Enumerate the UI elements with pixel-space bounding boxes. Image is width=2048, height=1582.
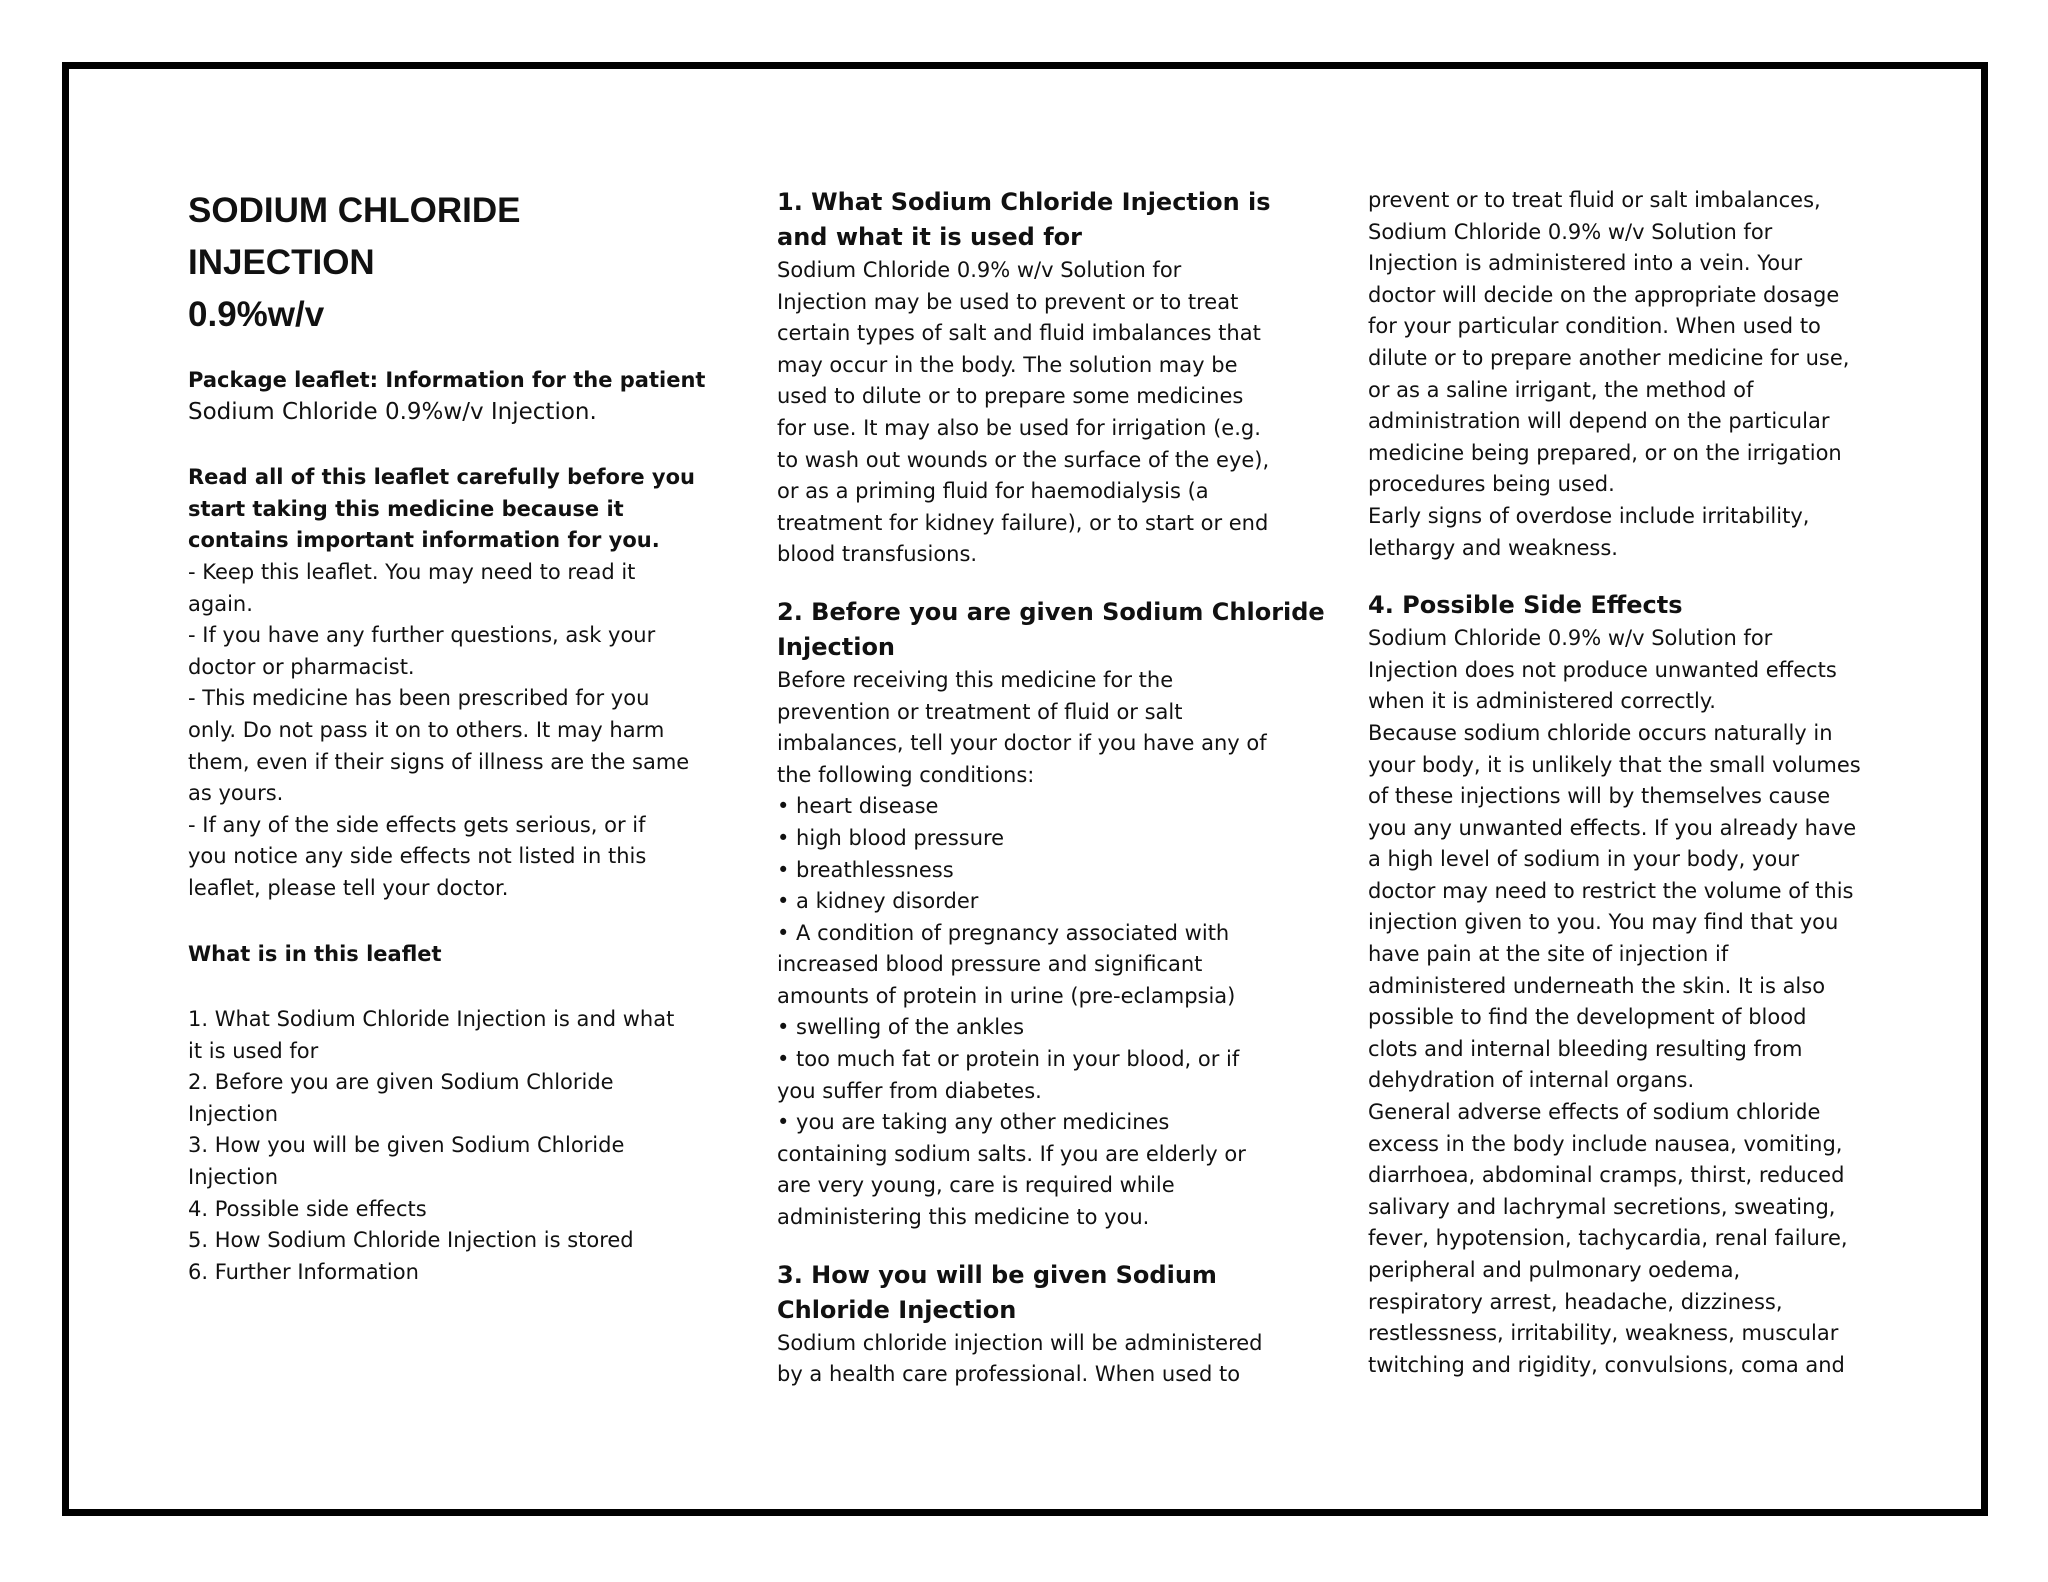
section-3-heading bbox=[777, 1258, 1287, 1328]
text-line: - If you have any further questions, ask your bbox=[188, 623, 656, 648]
section-3-body-continued bbox=[1368, 185, 1878, 564]
text-line: treatment for kidney failure), or to start or end bbox=[777, 510, 1269, 535]
section-3-body bbox=[777, 1328, 1287, 1391]
text-line: certain types of salt and fluid imbalances that bbox=[777, 321, 1261, 346]
text-line: used to dilute or to prepare some medicines bbox=[777, 384, 1244, 409]
text-line: Injection may be used to prevent or to treat bbox=[777, 289, 1239, 314]
text-line: amounts of protein in urine (pre-eclampsia) bbox=[777, 983, 1236, 1008]
text-line: for your particular condition. When used to bbox=[1368, 314, 1821, 339]
section-4-body bbox=[1368, 623, 1878, 1381]
text-line: diarrhoea, abdominal cramps, thirst, reduced bbox=[1368, 1163, 1845, 1188]
text-line: or as a priming fluid for haemodialysis (a bbox=[777, 479, 1209, 504]
text-line: excess in the body include nausea, vomiting, bbox=[1368, 1131, 1843, 1156]
document-title bbox=[188, 185, 708, 341]
text-line: administration will depend on the particular bbox=[1368, 409, 1830, 434]
text-line: again. bbox=[188, 591, 253, 616]
text-line: you suffer from diabetes. bbox=[777, 1078, 1042, 1103]
text-line: prevent or to treat fluid or salt imbalances, bbox=[1368, 188, 1821, 212]
text-line: 5. How Sodium Chloride Injection is stored bbox=[188, 1228, 634, 1253]
text-line: Chloride Injection bbox=[777, 1295, 1017, 1324]
text-line: prevention or treatment of fluid or salt bbox=[777, 699, 1183, 724]
leaflet-heading: Package leaflet: Information for the patient bbox=[188, 368, 706, 392]
text-line: when it is administered correctly. bbox=[1368, 689, 1716, 714]
text-line: Sodium Chloride 0.9% w/v Solution for bbox=[1368, 219, 1773, 244]
instructions bbox=[188, 557, 708, 905]
contents-list bbox=[188, 1004, 708, 1288]
text-line: Injection bbox=[188, 1165, 279, 1190]
read-warning bbox=[188, 462, 708, 557]
text-line: Sodium chloride injection will be administered bbox=[777, 1330, 1263, 1355]
text-line: and what it is used for bbox=[777, 223, 1082, 251]
text-line: General adverse effects of sodium chloride bbox=[1368, 1100, 1821, 1125]
text-line: - This medicine has been prescribed for you bbox=[188, 686, 650, 711]
text-line: injection given to you. You may find that you bbox=[1368, 910, 1839, 935]
text-line: salivary and lachrymal secretions, sweating, bbox=[1368, 1194, 1836, 1219]
text-line: to wash out wounds or the surface of the eye), bbox=[777, 447, 1270, 472]
text-line: only. Do not pass it on to others. It may harm bbox=[188, 717, 665, 742]
text-line: containing sodium salts. If you are elderly or bbox=[777, 1141, 1246, 1166]
text-line: increased blood pressure and significant bbox=[777, 952, 1203, 977]
text-line: you notice any side effects not listed in this bbox=[188, 844, 647, 869]
text-line: restlessness, irritability, weakness, muscular bbox=[1368, 1321, 1839, 1346]
text-line: Injection bbox=[188, 1101, 279, 1126]
text-line: doctor may need to restrict the volume of this bbox=[1368, 878, 1854, 903]
text-line: Injection bbox=[777, 632, 896, 661]
contents-heading: What is in this leaflet bbox=[188, 941, 442, 966]
text-line: fever, hypotension, tachycardia, renal failure, bbox=[1368, 1226, 1848, 1251]
text-line: leaflet, please tell your doctor. bbox=[188, 875, 509, 900]
text-line: lethargy and weakness. bbox=[1368, 535, 1618, 560]
text-line: Read all of this leaflet carefully before you bbox=[188, 465, 695, 490]
text-line: • swelling of the ankles bbox=[777, 1015, 1025, 1040]
text-line: or as a saline irrigant, the method of bbox=[1368, 377, 1754, 402]
text-line: 3. How you will be given Sodium Chloride bbox=[188, 1133, 625, 1158]
text-line: clots and internal bleeding resulting from bbox=[1368, 1036, 1803, 1061]
text-line: 2. Before you are given Sodium Chloride bbox=[188, 1070, 614, 1095]
text-line: - Keep this leaflet. You may need to read it bbox=[188, 559, 636, 584]
text-line: contains important information for you. bbox=[188, 528, 660, 553]
text-line: administering this medicine to you. bbox=[777, 1205, 1150, 1230]
text-line: 1. What Sodium Chloride Injection is and what bbox=[188, 1007, 675, 1032]
text-line: • high blood pressure bbox=[777, 825, 1005, 850]
section-1-body bbox=[777, 255, 1287, 571]
text-line: you any unwanted effects. If you already have bbox=[1368, 815, 1857, 840]
text-line: your body, it is unlikely that the small volumes bbox=[1368, 752, 1861, 777]
text-line: • a kidney disorder bbox=[777, 889, 979, 914]
column-left bbox=[188, 185, 708, 1288]
text-line: INJECTION bbox=[188, 243, 375, 282]
text-line: a high level of sodium in your body, your bbox=[1368, 847, 1800, 872]
text-line: it is used for bbox=[188, 1038, 319, 1063]
text-line: Sodium Chloride 0.9% w/v Solution for bbox=[777, 258, 1182, 282]
text-line: Sodium Chloride 0.9% w/v Solution for bbox=[1368, 626, 1773, 651]
text-line: Injection does not produce unwanted effects bbox=[1368, 657, 1837, 682]
section-1-heading bbox=[777, 185, 1287, 255]
section-2-heading bbox=[777, 595, 1325, 665]
text-line: - If any of the side effects gets serious, or if bbox=[188, 812, 646, 837]
text-line: blood transfusions. bbox=[777, 542, 978, 567]
section-4-heading: 4. Possible Side Effects bbox=[1368, 591, 1683, 620]
text-line: doctor will decide on the appropriate dosage bbox=[1368, 282, 1840, 307]
text-line: Before receiving this medicine for the bbox=[777, 667, 1174, 692]
section-2-body bbox=[777, 665, 1287, 1234]
text-line: administered underneath the skin. It is also bbox=[1368, 973, 1826, 998]
text-line: 2. Before you are given Sodium Chloride bbox=[777, 597, 1325, 626]
text-line: 3. How you will be given Sodium bbox=[777, 1260, 1217, 1289]
text-line: are very young, care is required while bbox=[777, 1173, 1175, 1198]
text-line: • heart disease bbox=[777, 794, 939, 819]
text-line: • breathlessness bbox=[777, 857, 954, 882]
text-line: • too much fat or protein in your blood, or if bbox=[777, 1047, 1240, 1072]
text-line: peripheral and pulmonary oedema, bbox=[1368, 1258, 1741, 1282]
column-right bbox=[1368, 185, 1878, 1381]
text-line: dilute or to prepare another medicine for use, bbox=[1368, 345, 1850, 370]
text-line: twitching and rigidity, convulsions, coma and bbox=[1368, 1352, 1845, 1377]
text-line: Injection is administered into a vein. Your bbox=[1368, 251, 1803, 276]
text-line: them, even if their signs of illness are the same bbox=[188, 749, 690, 774]
text-line: dehydration of internal organs. bbox=[1368, 1068, 1695, 1093]
text-line: the following conditions: bbox=[777, 762, 1035, 787]
text-line: have pain at the site of injection if bbox=[1368, 942, 1729, 967]
text-line: of these injections will by themselves cause bbox=[1368, 784, 1831, 809]
text-line: SODIUM CHLORIDE bbox=[188, 191, 521, 230]
text-line: as yours. bbox=[188, 781, 284, 806]
column-middle bbox=[777, 185, 1325, 1391]
text-line: 1. What Sodium Chloride Injection is bbox=[777, 188, 1271, 216]
text-line: doctor or pharmacist. bbox=[188, 654, 415, 679]
text-line: procedures being used. bbox=[1368, 472, 1615, 497]
text-line: Because sodium chloride occurs naturally in bbox=[1368, 720, 1833, 745]
text-line: by a health care professional. When used to bbox=[777, 1362, 1241, 1387]
product-name: Sodium Chloride 0.9%w/v Injection. bbox=[188, 398, 597, 425]
text-line: 6. Further Information bbox=[188, 1259, 419, 1284]
text-line: • you are taking any other medicines bbox=[777, 1110, 1170, 1135]
text-line: possible to find the development of blood bbox=[1368, 1005, 1807, 1030]
text-line: Early signs of overdose include irritability, bbox=[1368, 503, 1810, 528]
text-line: for use. It may also be used for irrigation (e.g. bbox=[777, 415, 1261, 440]
text-line: 4. Possible side effects bbox=[188, 1196, 427, 1221]
text-line: may occur in the body. The solution may be bbox=[777, 352, 1238, 377]
text-line: start taking this medicine because it bbox=[188, 496, 624, 521]
text-line: • A condition of pregnancy associated with bbox=[777, 920, 1230, 945]
text-line: 0.9%w/v bbox=[188, 295, 325, 334]
text-line: medicine being prepared, or on the irrigation bbox=[1368, 440, 1842, 465]
text-line: imbalances, tell your doctor if you have any of bbox=[777, 731, 1267, 756]
text-line: respiratory arrest, headache, dizziness, bbox=[1368, 1289, 1783, 1314]
